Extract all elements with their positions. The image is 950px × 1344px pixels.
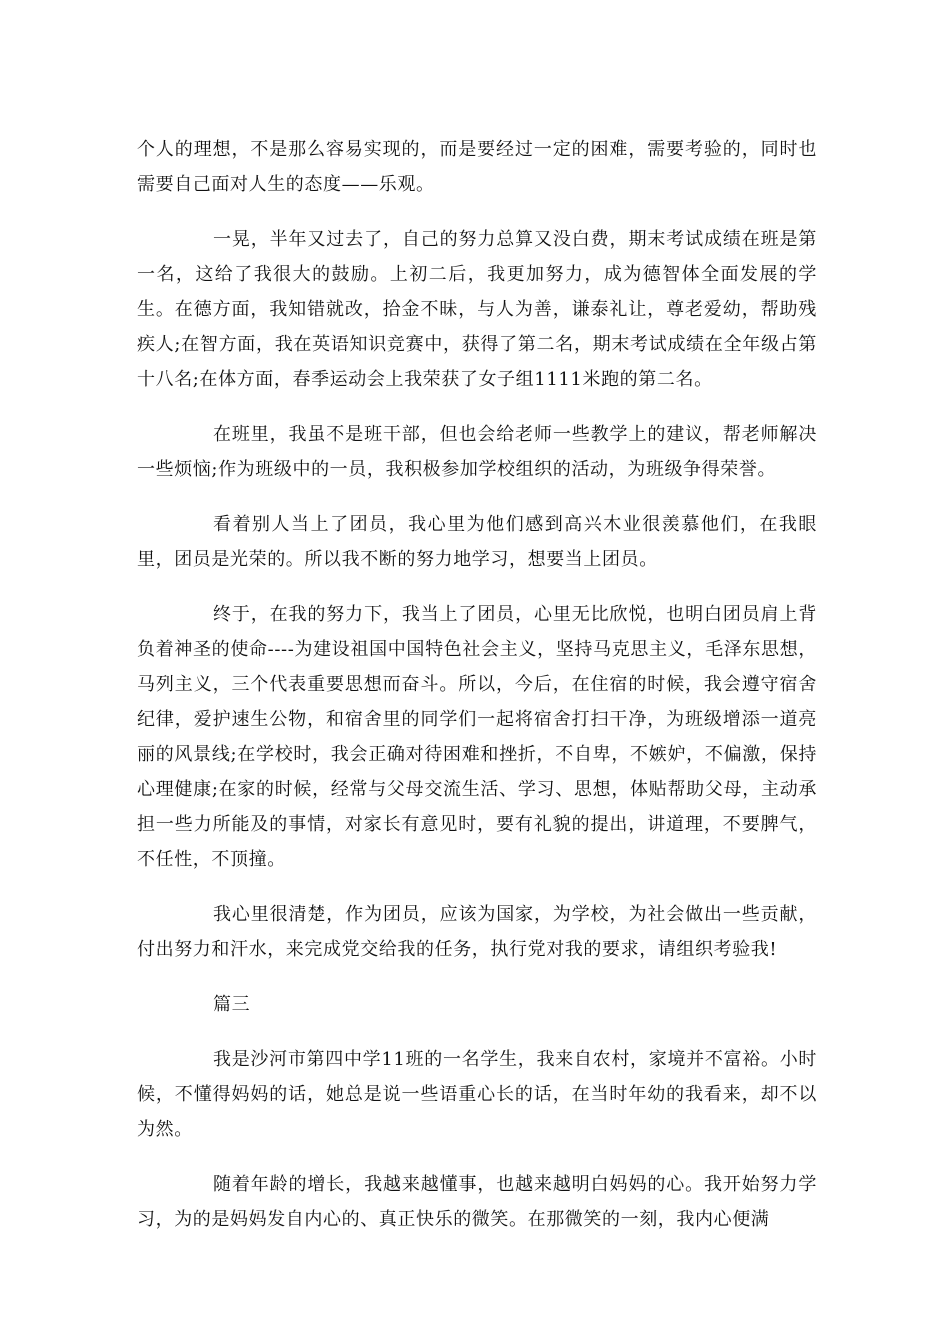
paragraph-7: 我是沙河市第四中学11班的一名学生，我来自农村，家境并不富裕。小时候，不懂得妈妈的话，她总是说一些语重心长的话，在当时年幼的我看来，却不以为然。	[137, 1049, 817, 1140]
document-body	[137, 132, 817, 1257]
paragraph-1: 个人的理想，不是那么容易实现的，而是要经过一定的困难，需要考验的，同时也需要自己面对人生的态度——乐观。	[137, 139, 817, 195]
paragraph-3: 在班里，我虽不是班干部，但也会给老师一些教学上的建议，帮老师解决一些烦恼;作为班级中的一员，我积极参加学校组织的活动，为班级争得荣誉。	[137, 424, 817, 480]
paragraph-5: 终于，在我的努力下，我当上了团员，心里无比欣悦，也明白团员肩上背负着神圣的使命----为建设祖国中国特色社会主义，坚持马克思主义，毛泽东思想，马列主义，三个代表重要思想而奋斗。所以，今后，在住宿的时候，我会遵守宿舍纪律，爱护速生公物，和宿舍里的同学们一起将宿舍打扫干净，为班级增添一道亮丽的风景线;在学校时，我会正确对待困难和挫折，不自卑，不嫉妒，不偏激，保持心理健康;在家的时候，经常与父母交流生活、学习、思想，体贴帮助父母，主动承担一些力所能及的事情，对家长有意见时，要有礼貌的提出，讲道理，不要脾气，不任性，不顶撞。	[137, 604, 817, 870]
paragraph-8: 随着年龄的增长，我越来越懂事，也越来越明白妈妈的心。我开始努力学习，为的是妈妈发自内心的、真正快乐的微笑。在那微笑的一刻，我内心便满	[137, 1174, 817, 1230]
section-heading: 篇三	[213, 994, 251, 1015]
paragraph-2: 一晃，半年又过去了，自己的努力总算又没白费，期末考试成绩在班是第一名，这给了我很大的鼓励。上初二后，我更加努力，成为德智体全面发展的学生。在德方面，我知错就改，拾金不昧，与人为善，谦泰礼让，尊老爱幼，帮助残疾人;在智方面，我在英语知识竞赛中，获得了第二名，期末考试成绩在全年级占第十八名;在体方面，春季运动会上我荣获了女子组1111米跑的第二名。	[137, 229, 817, 390]
paragraph-4: 看着别人当上了团员，我心里为他们感到高兴木业很羡慕他们，在我眼里，团员是光荣的。所以我不断的努力地学习，想要当上团员。	[137, 514, 817, 570]
paragraph-6: 我心里很清楚，作为团员，应该为国家，为学校，为社会做出一些贡献，付出努力和汗水，来完成党交给我的任务，执行党对我的要求，请组织考验我!	[137, 904, 817, 960]
